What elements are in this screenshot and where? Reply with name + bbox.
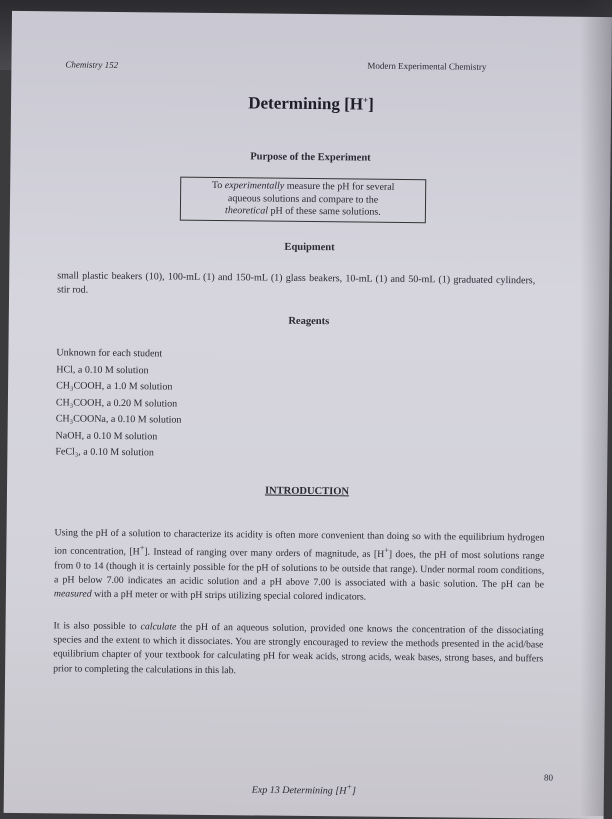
purpose-line3-post: pH of these same solutions.	[267, 205, 381, 218]
running-footer	[4, 779, 604, 800]
reagent-item: HCl, a 0.10 M solution	[56, 363, 149, 376]
page-title	[11, 91, 611, 117]
page-number: 80	[543, 772, 554, 783]
purpose-line3-em: theoretical	[225, 205, 269, 217]
edge-shadow	[580, 0, 612, 816]
p1-part-c: ] does, the pH of most solutions range from 0 to 14 (though it is certainly possible for the pH of solutions to be outside that range). Under normal room conditions, a pH below 7.00 indicates an acidic solution and a pH above 7.00 is associated with a basic solution. The pH can be	[54, 549, 545, 591]
purpose-line1-pre: To	[211, 179, 225, 192]
running-header-left: Chemistry 152	[65, 59, 119, 70]
title-close: ]	[368, 94, 374, 114]
intro-paragraph-2	[53, 619, 544, 681]
reagent-item: CH₃COOH, a 1.0 M solution	[56, 380, 173, 393]
purpose-line1-em: experimentally	[224, 180, 285, 192]
purpose-line2: aqueous solutions and compare to the	[227, 192, 379, 206]
reagent-item: CH₃COOH, a 0.20 M solution	[55, 396, 178, 410]
running-header-right: Modern Experimental Chemistry	[367, 60, 487, 72]
reagent-item: NaOH, a 0.10 M solution	[55, 429, 158, 442]
equipment-heading: Equipment	[284, 241, 335, 254]
footer-close: ]	[352, 785, 357, 797]
purpose-box	[180, 177, 426, 223]
introduction-heading: INTRODUCTION	[264, 485, 350, 498]
footer-text: Exp 13 Determining [H	[251, 784, 347, 797]
document-page	[4, 11, 612, 819]
reagent-item: CH₃COONa, a 0.10 M solution	[55, 413, 182, 426]
reagent-list	[55, 345, 316, 463]
reagents-heading: Reagents	[288, 315, 330, 328]
title-superscript: +	[363, 94, 369, 105]
p1-sup-2: +	[384, 545, 389, 556]
p1-part-a: Using the pH of a solution to characterize its acidity is often more convenient than doing so with the equilibrium hydrogen ion concentration, [H	[54, 527, 545, 558]
reagent-item: Unknown for each student	[56, 347, 163, 360]
title-text: Determining [H	[248, 93, 364, 114]
p2-emphasis: calculate	[140, 621, 177, 633]
p1-part-e: with a pH meter or with pH strips utilizing special colored indicators.	[91, 588, 367, 603]
p1-part-b: ]. Instead of ranging over many orders of magnitude, as [H	[144, 546, 385, 561]
p1-emphasis: measured	[53, 588, 92, 600]
p2-part-a: It is also possible to	[53, 620, 141, 633]
equipment-text: small plastic beakers (10), 100-mL (1) and 150-mL (1) glass beakers, 10-mL (1) and 50-mL (1) graduated cylinders, stir rod.	[57, 270, 536, 296]
purpose-heading: Purpose of the Experiment	[250, 151, 371, 164]
intro-paragraph-1	[54, 526, 545, 606]
p1-sup-1: +	[139, 543, 145, 553]
purpose-line1-post: measure the pH for several	[284, 180, 395, 193]
reagent-item: FeCl₃, a 0.10 M solution	[55, 446, 154, 459]
footer-sup: +	[346, 782, 353, 792]
p2-part-c: the pH of an aqueous solution, provided one knows the concentration of the dissociating species and the extent to which it dissociates. You are strongly encouraged to review the methods presented in the acid/base equilibrium chapter of your textbook for calculating pH for weak acids, strong acids, weak bases, strong bases, and buffers prior to completing the calculations in this lab.	[53, 621, 544, 676]
